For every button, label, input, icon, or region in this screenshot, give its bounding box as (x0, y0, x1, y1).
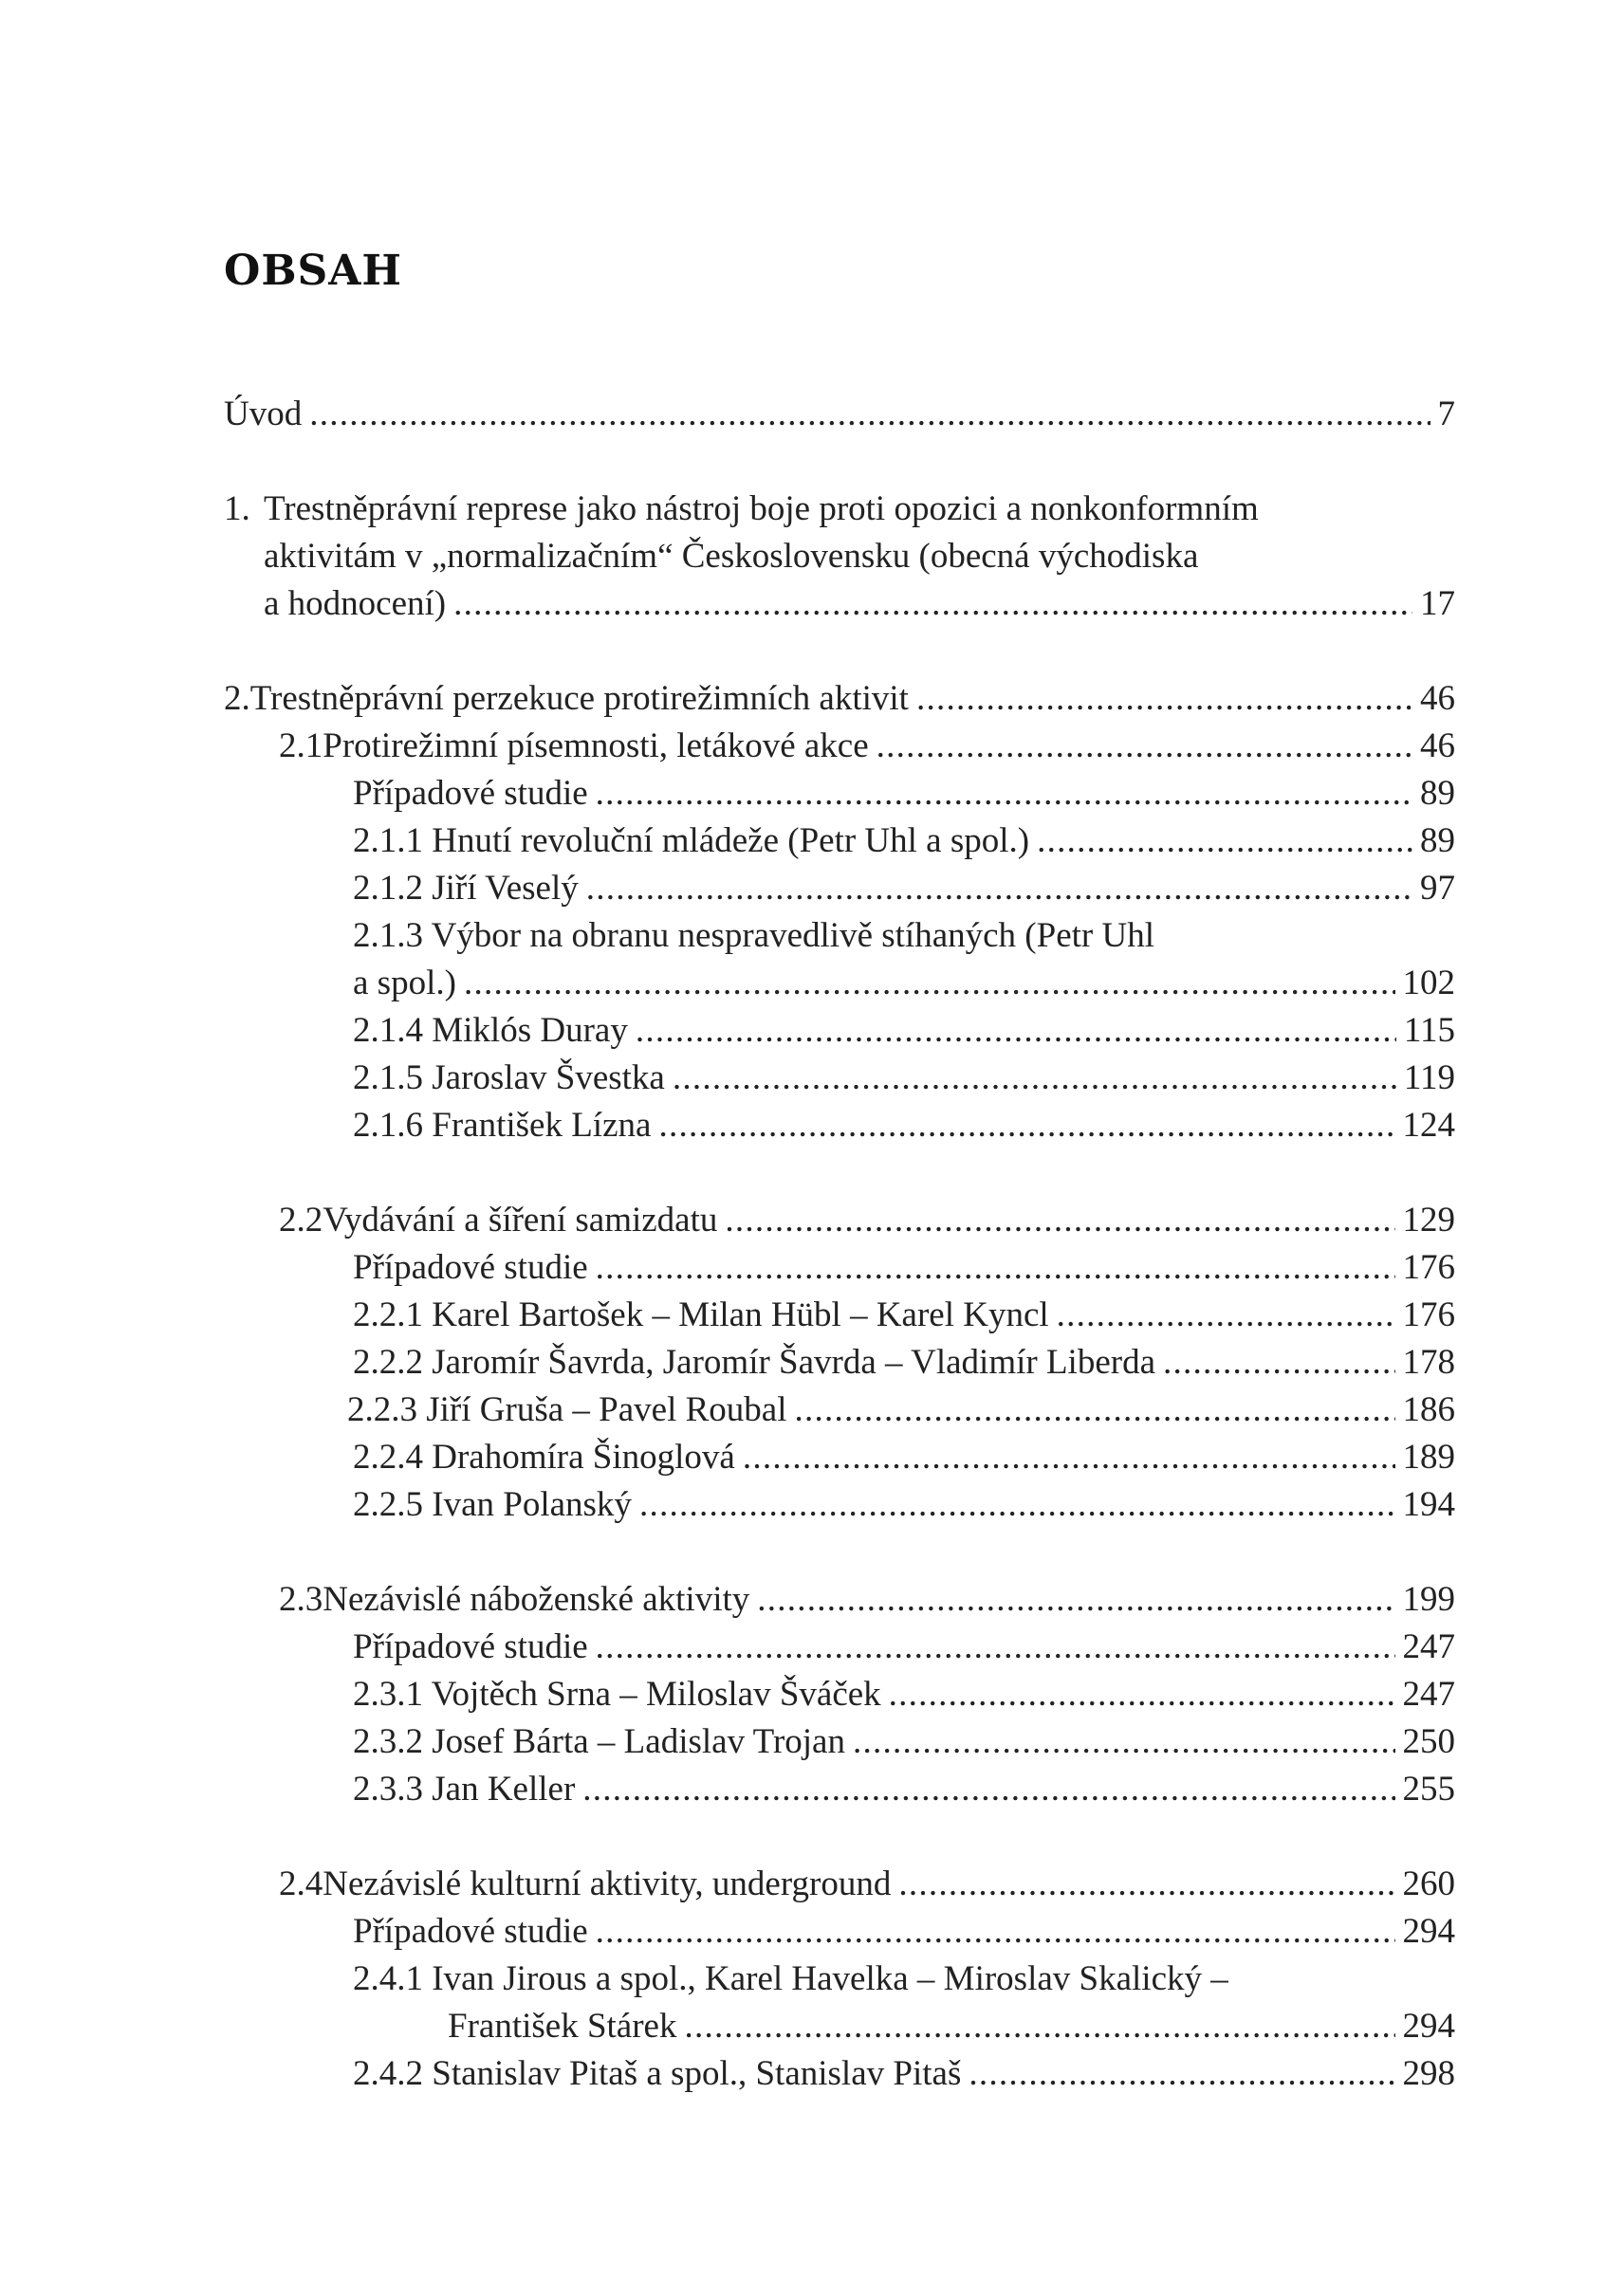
toc-page-number: 294 (1402, 2007, 1455, 2046)
page-title: OBSAH (224, 247, 403, 295)
toc-entry-ch1-line2 (264, 533, 1455, 580)
toc-entry-2-2-4[interactable] (353, 1434, 1455, 1481)
dot-leader (877, 723, 1412, 770)
toc-entry-2-1-4[interactable] (353, 1007, 1455, 1055)
toc-page-number: 124 (1402, 1106, 1455, 1145)
dot-leader (1057, 1292, 1395, 1339)
toc-page-number: 189 (1402, 1438, 1455, 1477)
dot-leader (596, 1908, 1395, 1956)
toc-entry-2-4[interactable] (279, 1861, 1455, 1908)
toc-entry-title: 2.3.1 Vojtěch Srna – Miloslav Šváček (353, 1675, 881, 1714)
toc-entry-2-1-2[interactable] (353, 865, 1455, 912)
toc-entry-title: Případové studie (353, 1912, 588, 1951)
toc-page-number: 260 (1402, 1864, 1455, 1903)
toc-page-number: 119 (1403, 1058, 1455, 1097)
dot-leader (582, 1766, 1394, 1813)
toc-entry-title: 2.4.1 Ivan Jirous a spol., Karel Havelka – Miroslav Skalický – (353, 1959, 1228, 1998)
toc-number: 1. (224, 489, 250, 528)
toc-entry-title: 2.2.3 Jiří Gruša – Pavel Roubal (347, 1390, 787, 1429)
toc-entry-title: 2.1.1 Hnutí revoluční mládeže (Petr Uhl a spol.) (353, 821, 1030, 860)
dot-leader (596, 1624, 1395, 1671)
toc-page-number: 298 (1402, 2054, 1455, 2093)
dot-leader (673, 1055, 1396, 1102)
toc-entry-title: Nezávislé kulturní aktivity, underground (323, 1864, 892, 1903)
toc-entry-ch2[interactable] (224, 675, 1455, 723)
dot-leader (1037, 817, 1412, 865)
toc-entry-2-3-case-studies[interactable] (353, 1624, 1455, 1671)
toc-entry-title: 2.4.2 Stanislav Pitaš a spol., Stanislav Pitaš (353, 2054, 962, 2093)
toc-entry-2-1-case-studies[interactable] (353, 770, 1455, 817)
dot-leader (658, 1102, 1394, 1149)
toc-page-number: 178 (1402, 1343, 1455, 1382)
dot-leader (743, 1434, 1395, 1481)
toc-entry-title: 2.3.3 Jan Keller (353, 1770, 576, 1809)
dot-leader (916, 675, 1412, 723)
dot-leader (596, 1244, 1395, 1292)
toc-page-number: 176 (1402, 1248, 1455, 1287)
toc-entry-title: Trestněprávní represe jako nástroj boje proti opozici a nonkonformním (264, 489, 1259, 528)
toc-number: 2. (224, 679, 250, 718)
toc-entry-2-1-3-line2[interactable] (353, 960, 1455, 1007)
toc-entry-title: Nezávislé náboženské aktivity (323, 1580, 750, 1619)
toc-page-number: 89 (1420, 821, 1455, 860)
toc-entry-2-4-case-studies[interactable] (353, 1908, 1455, 1956)
dot-leader (853, 1718, 1395, 1766)
dot-leader (794, 1387, 1394, 1434)
toc-page-number: 247 (1402, 1627, 1455, 1666)
dot-leader (1163, 1339, 1395, 1387)
toc-entry-title: 2.1.5 Jaroslav Švestka (353, 1058, 665, 1097)
dot-leader (639, 1481, 1395, 1529)
toc-entry-2-3-1[interactable] (353, 1671, 1455, 1718)
dot-leader (309, 391, 1430, 438)
toc-page-number: 102 (1402, 964, 1455, 1002)
toc-page-number: 194 (1402, 1485, 1455, 1524)
toc-page-number: 89 (1420, 774, 1455, 813)
toc-entry-title: Případové studie (353, 1627, 588, 1666)
toc-entry-title: Případové studie (353, 774, 588, 813)
toc-entry-2-3-2[interactable] (353, 1718, 1455, 1766)
toc-page-number: 7 (1437, 395, 1455, 433)
dot-leader (586, 865, 1412, 912)
toc-entry-title: 2.2.4 Drahomíra Šinoglová (353, 1438, 735, 1477)
toc-page-number: 199 (1402, 1580, 1455, 1619)
toc-entry-title: Trestněprávní perzekuce protirežimních aktivit (249, 679, 909, 718)
toc-entry-title: 2.1.6 František Lízna (353, 1106, 652, 1145)
toc-number: 2.2 (279, 1201, 323, 1240)
toc-entry-title: Vydávání a šíření samizdatu (323, 1201, 718, 1240)
toc-page-number: 294 (1402, 1912, 1455, 1951)
dot-leader (898, 1861, 1394, 1908)
toc-page-number: 250 (1402, 1722, 1455, 1761)
toc-page-number: 186 (1402, 1390, 1455, 1429)
toc-page-number: 115 (1403, 1011, 1455, 1050)
toc-entry-title: 2.2.1 Karel Bartošek – Milan Hübl – Karel Kyncl (353, 1295, 1049, 1334)
toc-entry-2-1-1[interactable] (353, 817, 1455, 865)
toc-entry-title: 2.2.5 Ivan Polanský (353, 1485, 632, 1524)
toc-entry-2-2-5[interactable] (353, 1481, 1455, 1529)
toc-entry-title: Případové studie (353, 1248, 588, 1287)
toc-entry-2-4-1-line2[interactable] (448, 2003, 1455, 2050)
toc-entry-title: 2.2.2 Jaromír Šavrda, Jaromír Šavrda – Vladimír Liberda (353, 1343, 1155, 1382)
toc-page-number: 129 (1402, 1201, 1455, 1240)
toc-page-number: 255 (1402, 1770, 1455, 1809)
toc-entry-2-2-2[interactable] (353, 1339, 1455, 1387)
toc-entry-2-4-1-line1[interactable] (353, 1956, 1455, 2003)
toc-entry-2-3[interactable] (279, 1576, 1455, 1624)
toc-entry-2-2-1[interactable] (353, 1292, 1455, 1339)
dot-leader (636, 1007, 1396, 1055)
toc-entry-title: 2.1.2 Jiří Veselý (353, 869, 579, 908)
toc-entry-2-2-case-studies[interactable] (353, 1244, 1455, 1292)
toc-entry-title: 2.1.4 Miklós Duray (353, 1011, 628, 1050)
toc-entry-title: 2.1.3 Výbor na obranu nespravedlivě stíhaných (Petr Uhl (353, 916, 1154, 955)
toc-entry-title: Úvod (224, 395, 303, 433)
toc-entry-2-2-3[interactable] (347, 1387, 1455, 1434)
toc-entry-title-continued: a hodnocení) (264, 584, 447, 623)
toc-page-number: 46 (1420, 679, 1455, 718)
toc-page-number: 176 (1402, 1295, 1455, 1334)
toc-entry-2-4-2[interactable] (353, 2050, 1455, 2098)
toc-entry-title-continued: František Stárek (448, 2007, 677, 2046)
dot-leader (684, 2003, 1394, 2050)
toc-page-number: 17 (1420, 584, 1455, 623)
toc-entry-2-1-6[interactable] (353, 1102, 1455, 1149)
toc-entry-2-1-5[interactable] (353, 1055, 1455, 1102)
toc-entry-title-continued: a spol.) (353, 964, 456, 1002)
dot-leader (725, 1197, 1394, 1244)
toc-page-number: 46 (1420, 726, 1455, 765)
toc-entry-title-continued: aktivitám v „normalizačním“ Československu (obecná východiska (264, 537, 1199, 576)
toc-number: 2.4 (279, 1864, 323, 1903)
dot-leader (453, 580, 1412, 628)
toc-number: 2.3 (279, 1580, 323, 1619)
toc-number: 2.1 (279, 726, 323, 765)
toc-entry-ch1-line1[interactable] (224, 486, 1455, 533)
toc-entry-title: 2.3.2 Josef Bárta – Ladislav Trojan (353, 1722, 845, 1761)
toc-entry-2-1-3-line1[interactable] (353, 912, 1455, 960)
toc-entry-ch1-line3[interactable] (264, 580, 1455, 628)
dot-leader (596, 770, 1412, 817)
toc-entry-uvod[interactable] (224, 391, 1455, 438)
toc-entry-2-3-3[interactable] (353, 1766, 1455, 1813)
dot-leader (969, 2050, 1394, 2098)
toc-entry-title: Protirežimní písemnosti, letákové akce (323, 726, 869, 765)
toc-page-number: 247 (1402, 1675, 1455, 1714)
toc-entry-2-1[interactable] (279, 723, 1455, 770)
toc-entry-2-2[interactable] (279, 1197, 1455, 1244)
dot-leader (464, 960, 1395, 1007)
dot-leader (889, 1671, 1395, 1718)
toc-page-number: 97 (1420, 869, 1455, 908)
dot-leader (757, 1576, 1394, 1624)
